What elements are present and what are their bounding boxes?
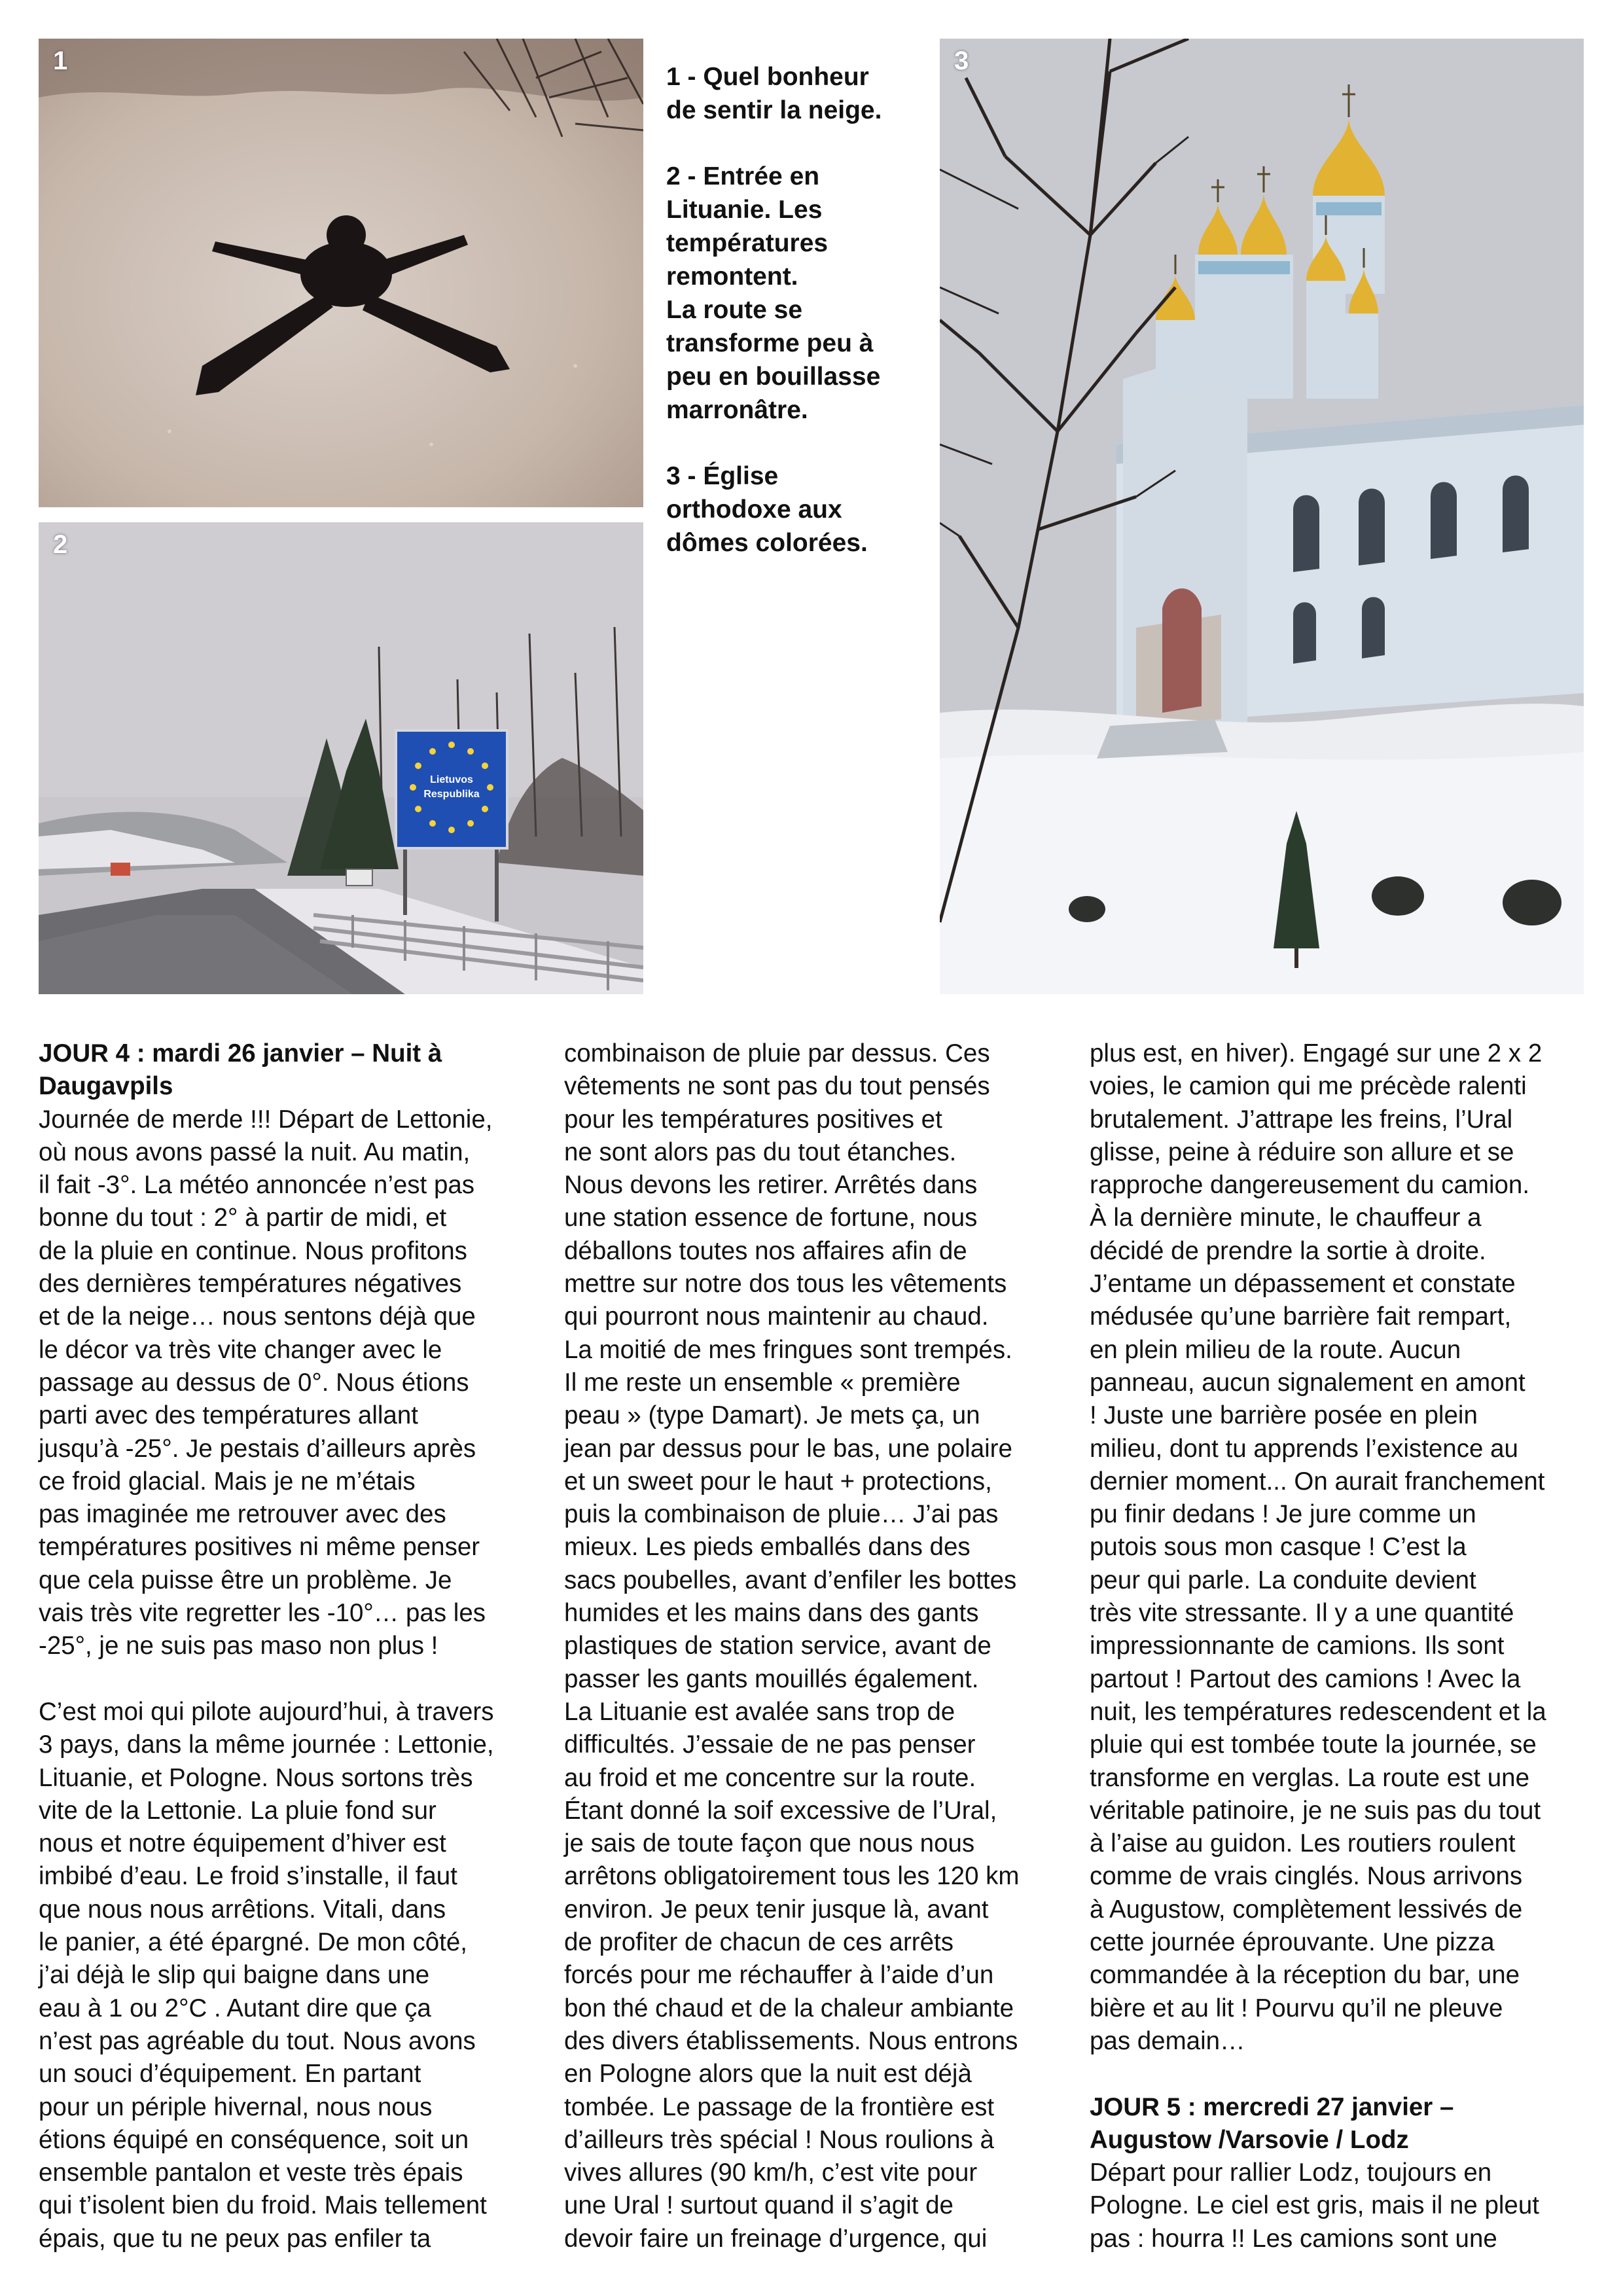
body-text-line: le panier, a été épargné. De mon côté, [39, 1928, 467, 1957]
body-text-line: putois sous mon casque ! C’est la [1090, 1533, 1467, 1562]
caption-line: Lituanie. Les [666, 196, 823, 224]
paragraph-gap [39, 1663, 536, 1696]
body-text-line: bonne du tout : 2° à partir de midi, et [39, 1204, 447, 1232]
body-text-line: Lituanie, et Pologne. Nous sortons très [39, 1763, 473, 1792]
body-text-line: en plein milieu de la route. Aucun [1090, 1335, 1461, 1364]
border-road-image [39, 522, 643, 994]
body-text-line: transforme en verglas. La route est une [1090, 1763, 1529, 1792]
body-text-line: décidé de prendre la sortie à droite. [1090, 1236, 1486, 1265]
body-text-line: de profiter de chacun de ces arrêts [564, 1928, 954, 1957]
body-text-line: Journée de merde !!! Départ de Lettonie, [39, 1105, 493, 1134]
body-text-line: parti avec des températures allant [39, 1401, 418, 1430]
body-text-line: La Lituanie est avalée sans trop de [564, 1697, 955, 1726]
body-text-line: passage au dessus de 0°. Nous étions [39, 1368, 469, 1397]
caption-line: températures [666, 229, 829, 257]
body-text-line: je sais de toute façon que nous nous [564, 1829, 975, 1858]
body-text-line: bon thé chaud et de la chaleur ambiante [564, 1994, 1014, 2022]
caption-3 [666, 459, 928, 560]
body-text-line: à Augustow, complètement lessivés de [1090, 1895, 1523, 1924]
body-text-line: le décor va très vite changer avec le [39, 1335, 442, 1364]
body-text-line: d’ailleurs très spécial ! Nous roulions à [564, 2125, 994, 2154]
body-text-line: nuit, les températures redescendent et la [1090, 1697, 1546, 1726]
body-text-line: impressionnante de camions. Ils sont [1090, 1632, 1505, 1660]
body-text-line: n’est pas agréable du tout. Nous avons [39, 2026, 476, 2055]
caption-line: 3 - Église [666, 462, 779, 490]
caption-line: dômes colorées. [666, 529, 868, 557]
body-text-line: pas : hourra !! Les camions sont une [1090, 2224, 1497, 2253]
photo-number: 3 [954, 46, 969, 75]
body-text-line: une Ural ! surtout quand il s’agit de [564, 2191, 954, 2220]
body-text-line: dernier moment... On aurait franchement [1090, 1467, 1545, 1496]
sign-text-line1: Lietuvos [430, 774, 473, 785]
body-text-line: pour les températures positives et [564, 1105, 942, 1134]
text-column-1 [39, 1037, 536, 2255]
body-text-line: sacs poubelles, avant d’enfiler les bottes [564, 1566, 1017, 1594]
paragraph-gap [1090, 2058, 1587, 2090]
body-text-line: arrêtons obligatoirement tous les 120 km [564, 1862, 1020, 1891]
body-text-line: devoir faire un freinage d’urgence, qui [564, 2224, 988, 2253]
body-text-line: pour un périple hivernal, nous nous [39, 2092, 433, 2121]
body-text-line: plus est, en hiver). Engagé sur une 2 x 2 [1090, 1039, 1543, 1067]
body-text-line: où nous avons passé la nuit. Au matin, [39, 1138, 471, 1166]
day-heading-line: Augustow /Varsovie / Lodz [1090, 2125, 1409, 2154]
body-text-line: il fait -3°. La météo annoncée n’est pas [39, 1171, 475, 1200]
body-text-line: voies, le camion qui me précède ralenti [1090, 1072, 1527, 1101]
body-text-line: Nous devons les retirer. Arrêtés dans [564, 1171, 978, 1200]
body-text-line: vives allures (90 km/h, c’est vite pour [564, 2159, 978, 2187]
body-text-line: mettre sur notre dos tous les vêtements [564, 1270, 1007, 1299]
body-text-line: Étant donné la soif excessive de l’Ural, [564, 1796, 997, 1825]
body-text-line: ensemble pantalon et veste très épais [39, 2159, 463, 2187]
caption-line: La route se [666, 296, 803, 324]
day-heading-line: Daugavpils [39, 1072, 173, 1101]
photo-border-sign [39, 522, 643, 994]
body-text-line: qui t’isolent bien du froid. Mais tellement [39, 2191, 487, 2220]
body-text-line: milieu, dont tu apprends l’existence au [1090, 1434, 1518, 1463]
caption-line: transforme peu à [666, 329, 874, 357]
body-text-line: rapproche dangereusement du camion. [1090, 1171, 1530, 1200]
photo-snow-angel [39, 39, 643, 507]
body-text-line: peur qui parle. La conduite devient [1090, 1566, 1476, 1594]
body-text-line: plastiques de station service, avant de [564, 1632, 991, 1660]
caption-line: marronâtre. [666, 396, 808, 424]
body-text-line: au froid et me concentre sur la route. [564, 1763, 976, 1792]
caption-line: 2 - Entrée en [666, 162, 820, 190]
body-text-line: tombée. Le passage de la frontière est [564, 2092, 995, 2121]
body-text-line: eau à 1 ou 2°C . Autant dire que ça [39, 1994, 431, 2022]
body-text-line: cette journée éprouvante. Une pizza [1090, 1928, 1495, 1957]
church-image [940, 39, 1584, 994]
body-text-line: et de la neige… nous sentons déjà que [39, 1302, 476, 1331]
body-text-line: des divers établissements. Nous entrons [564, 2026, 1018, 2055]
caption-line: de sentir la neige. [666, 96, 882, 124]
body-text-line: panneau, aucun signalement en amont [1090, 1368, 1525, 1397]
body-text-line: ne sont alors pas du tout étanches. [564, 1138, 957, 1166]
body-text-line: imbibé d’eau. Le froid s’installe, il faut [39, 1862, 457, 1891]
body-text-line: passer les gants mouillés également. [564, 1664, 979, 1693]
body-text-line: puis la combinaison de pluie… J’ai pas [564, 1500, 999, 1529]
text-column-3 [1090, 1037, 1587, 2255]
body-text-line: pas demain… [1090, 2026, 1245, 2055]
body-text-line: C’est moi qui pilote aujourd’hui, à travers [39, 1697, 494, 1726]
body-text-line: jean par dessus pour le bas, une polaire [564, 1434, 1012, 1463]
body-text-line: forcés pour me réchauffer à l’aide d’un [564, 1961, 994, 1990]
body-text-line: bière et au lit ! Pourvu qu’il ne pleuve [1090, 1994, 1503, 2022]
body-text-line: véritable patinoire, je ne suis pas du tout [1090, 1796, 1541, 1825]
body-text-line: Pologne. Le ciel est gris, mais il ne pleut [1090, 2191, 1539, 2220]
body-text-line: comme de vrais cinglés. Nous arrivons [1090, 1862, 1523, 1891]
body-text-line: un souci d’équipement. En partant [39, 2060, 421, 2089]
body-text-line: ! Juste une barrière posée en plein [1090, 1401, 1478, 1430]
body-text-line: partout ! Partout des camions ! Avec la [1090, 1664, 1521, 1693]
caption-line: orthodoxe aux [666, 495, 842, 524]
body-text-line: qui pourront nous maintenir au chaud. [564, 1302, 989, 1331]
body-text-line: pluie qui est tombée toute la journée, se [1090, 1731, 1537, 1759]
body-text-line: et un sweet pour le haut + protections, [564, 1467, 992, 1496]
photo-orthodox-church [940, 39, 1584, 994]
body-text-line: La moitié de mes fringues sont trempés. [564, 1335, 1012, 1364]
body-text-line: environ. Je peux tenir jusque là, avant [564, 1895, 989, 1924]
text-column-2 [564, 1037, 1061, 2255]
body-text-line: Il me reste un ensemble « première [564, 1368, 961, 1397]
body-text-line: une station essence de fortune, nous [564, 1204, 978, 1232]
caption-line: remontent. [666, 262, 798, 291]
body-text-line: températures positives ni même penser [39, 1533, 480, 1562]
body-text-line: vêtements ne sont pas du tout pensés [564, 1072, 990, 1101]
body-text-line: épais, que tu ne peux pas enfiler ta [39, 2224, 431, 2253]
body-text-line: Départ pour rallier Lodz, toujours en [1090, 2159, 1492, 2187]
body-text-line: 3 pays, dans la même journée : Lettonie, [39, 1731, 494, 1759]
body-text-line: J’entame un dépassement et constate [1090, 1270, 1516, 1299]
body-text-line: difficultés. J’essaie de ne pas penser [564, 1731, 976, 1759]
body-text-line: pu finir dedans ! Je jure comme un [1090, 1500, 1476, 1529]
body-text-line: peau » (type Damart). Je mets ça, un [564, 1401, 980, 1430]
body-text-line: vite de la Lettonie. La pluie fond sur [39, 1796, 437, 1825]
body-text-line: jusqu’à -25°. Je pestais d’ailleurs après [39, 1434, 476, 1463]
caption-line: 1 - Quel bonheur [666, 63, 869, 91]
body-text-line: étions équipé en conséquence, soit un [39, 2125, 469, 2154]
body-text-line: à l’aise au guidon. Les routiers roulent [1090, 1829, 1516, 1858]
body-text-line: en Pologne alors que la nuit est déjà [564, 2060, 972, 2089]
body-text-line: que cela puisse être un problème. Je [39, 1566, 452, 1594]
body-text-line: combinaison de pluie par dessus. Ces [564, 1039, 990, 1067]
body-text-line: que nous nous arrêtions. Vitali, dans [39, 1895, 446, 1924]
body-text-line: des dernières températures négatives [39, 1270, 462, 1299]
body-text-line: médusée qu’une barrière fait rempart, [1090, 1302, 1512, 1331]
photo-number: 1 [53, 46, 68, 75]
body-text-line: vais très vite regretter les -10°… pas les [39, 1599, 486, 1628]
snow-angel-image [39, 39, 643, 507]
sign-text-line2: Respublika [423, 789, 480, 800]
body-text-line: pas imaginée me retrouver avec des [39, 1500, 446, 1529]
day-heading-line: JOUR 5 : mercredi 27 janvier – [1090, 2092, 1454, 2121]
body-text-line: glisse, peine à réduire son allure et se [1090, 1138, 1514, 1166]
day-heading-line: JOUR 4 : mardi 26 janvier – Nuit à [39, 1039, 442, 1067]
body-text-line: humides et les mains dans des gants [564, 1599, 979, 1628]
body-text-line: mieux. Les pieds emballés dans des [564, 1533, 971, 1562]
photo-number: 2 [53, 530, 68, 559]
body-text-line: À la dernière minute, le chauffeur a [1090, 1204, 1482, 1232]
caption-line: peu en bouillasse [666, 363, 881, 391]
body-text-line: commandée à la réception du bar, une [1090, 1961, 1520, 1990]
body-text-line: déballons toutes nos affaires afin de [564, 1236, 967, 1265]
body-text-line: j’ai déjà le slip qui baigne dans une [39, 1961, 430, 1990]
body-text-line: de la pluie en continue. Nous profitons [39, 1236, 467, 1265]
body-text-line: ce froid glacial. Mais je ne m’étais [39, 1467, 416, 1496]
caption-2 [666, 160, 928, 427]
body-text-line: -25°, je ne suis pas maso non plus ! [39, 1632, 438, 1660]
caption-1 [666, 60, 928, 127]
photo-captions [666, 60, 928, 592]
body-text-line: très vite stressante. Il y a une quantité [1090, 1599, 1514, 1628]
body-text-line: brutalement. J’attrape les freins, l’Ural [1090, 1105, 1513, 1134]
body-text-line: nous et notre équipement d’hiver est [39, 1829, 446, 1858]
